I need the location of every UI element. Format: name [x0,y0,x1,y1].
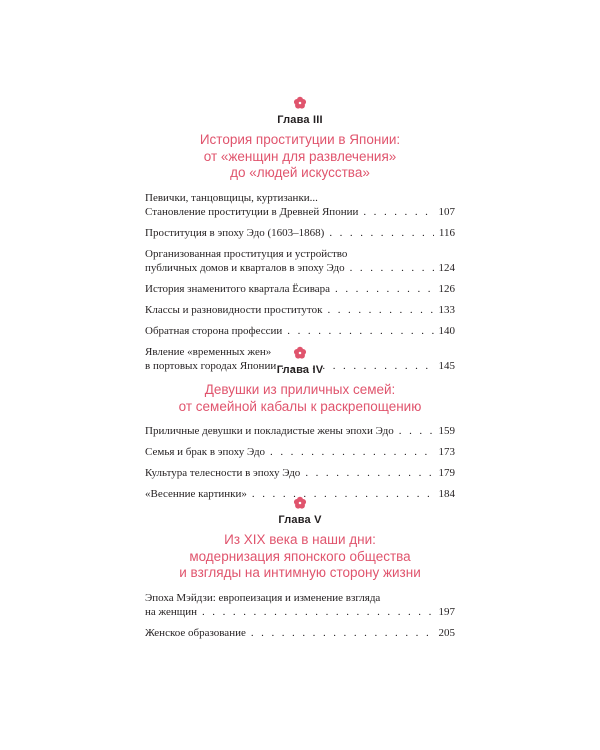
toc-entry[interactable] [145,424,455,438]
entry-title-line: Приличные девушки и покладистые жены эпохи Эдо [145,425,394,437]
toc-entry-list [145,424,455,501]
entry-title-line: Классы и разновидности проституток [145,303,323,316]
entry-last-line [145,303,455,317]
page-number: 116 [438,226,455,239]
chapter-label: Глава V [278,514,322,526]
chapter-4 [145,346,455,508]
dot-leader [287,324,433,338]
toc-entry[interactable] [145,591,455,619]
dot-leader [335,282,433,296]
page-number: 107 [438,205,455,218]
entry-last-line [145,466,455,480]
page-number: 140 [438,324,455,337]
entry-last-line [145,205,455,219]
page-number: 205 [438,626,455,639]
dot-leader [270,445,433,459]
chapter-title-line: модернизация японского общества [189,548,411,564]
entry-last-line [145,261,455,275]
dot-leader [305,466,433,480]
toc-entry[interactable] [145,466,455,480]
toc-entry[interactable] [145,626,455,640]
entry-title-line: в портовых городах Японии [145,359,277,372]
page-number: 145 [438,359,455,372]
chapter-title-line: и взгляды на интимную сторону жизни [179,565,421,580]
entry-title-line: на женщин [145,605,197,618]
chapter-title-line: История проституции в Японии: [199,132,401,147]
chapter-title-line: Из XIX века в наши дни: [224,532,376,547]
toc-entry[interactable] [145,282,455,296]
entry-last-line [145,626,455,640]
chapter-title-line: до «людей искусства» [230,165,370,180]
page-number: 124 [438,261,455,274]
entry-title-line: Становление проституции в Древней Японии [145,205,359,218]
dot-leader [329,226,434,240]
flower-ornament-icon [293,346,307,360]
page-number: 179 [438,467,455,479]
dot-leader [202,605,434,619]
entry-last-line [145,226,455,240]
entry-title-line: «Весенние картинки» [145,488,247,500]
dot-leader [399,424,434,438]
dot-leader [363,205,433,219]
chapter-label: Глава III [277,114,323,126]
entry-title-line: Организованная проституция и устройство [145,247,348,260]
page-number: 133 [438,303,455,316]
entry-title-line: публичных домов и кварталов в эпоху Эдо [145,261,345,274]
entry-last-line [145,424,455,438]
chapter-title [145,532,455,582]
flower-ornament-icon [293,96,307,110]
chapter-3 [145,96,455,380]
entry-title-line: Певички, танцовщицы, куртизанки... [145,191,318,204]
toc-entry[interactable] [145,226,455,240]
entry-last-line [145,605,455,619]
page-number: 184 [438,488,455,500]
page-number: 197 [438,605,455,618]
entry-last-line [145,324,455,338]
entry-title-line: Женское образование [145,626,246,639]
toc-entry[interactable] [145,445,455,459]
chapter-title-line: от «женщин для развлечения» [203,148,397,164]
toc-entry[interactable] [145,247,455,275]
chapter-title-line: от семейной кабалы к раскрепощению [178,398,422,414]
toc-entry[interactable] [145,191,455,219]
toc-entry-list [145,591,455,640]
flower-ornament-icon [293,496,307,510]
entry-last-line [145,445,455,459]
entry-title-line: Семья и брак в эпоху Эдо [145,446,266,458]
entry-last-line [145,282,455,296]
chapter-5 [145,496,455,647]
chapter-title [145,132,455,182]
dot-leader [251,626,434,640]
entry-title-line: История знаменитого квартала Ёсивара [145,282,331,295]
dot-leader [327,303,433,317]
dot-leader [350,261,434,275]
entry-title-line: Культура телесности в эпоху Эдо [145,467,301,479]
toc-entry[interactable] [145,324,455,338]
entry-title-line: Эпоха Мэйдзи: европеизация и изменение взгляда [145,591,381,604]
entry-title-line: Явление «временных жен» [145,345,272,358]
chapter-title-line: Девушки из приличных семей: [204,382,396,397]
chapter-title [145,382,455,415]
page-number: 126 [438,282,455,295]
entry-title-line: Обратная сторона профессии [145,324,283,337]
toc-entry[interactable] [145,303,455,317]
entry-title-line: Проституция в эпоху Эдо (1603–1868) [145,226,325,239]
page-number: 173 [438,446,455,458]
chapter-label: Глава IV [276,364,324,376]
page-number: 159 [438,425,455,437]
